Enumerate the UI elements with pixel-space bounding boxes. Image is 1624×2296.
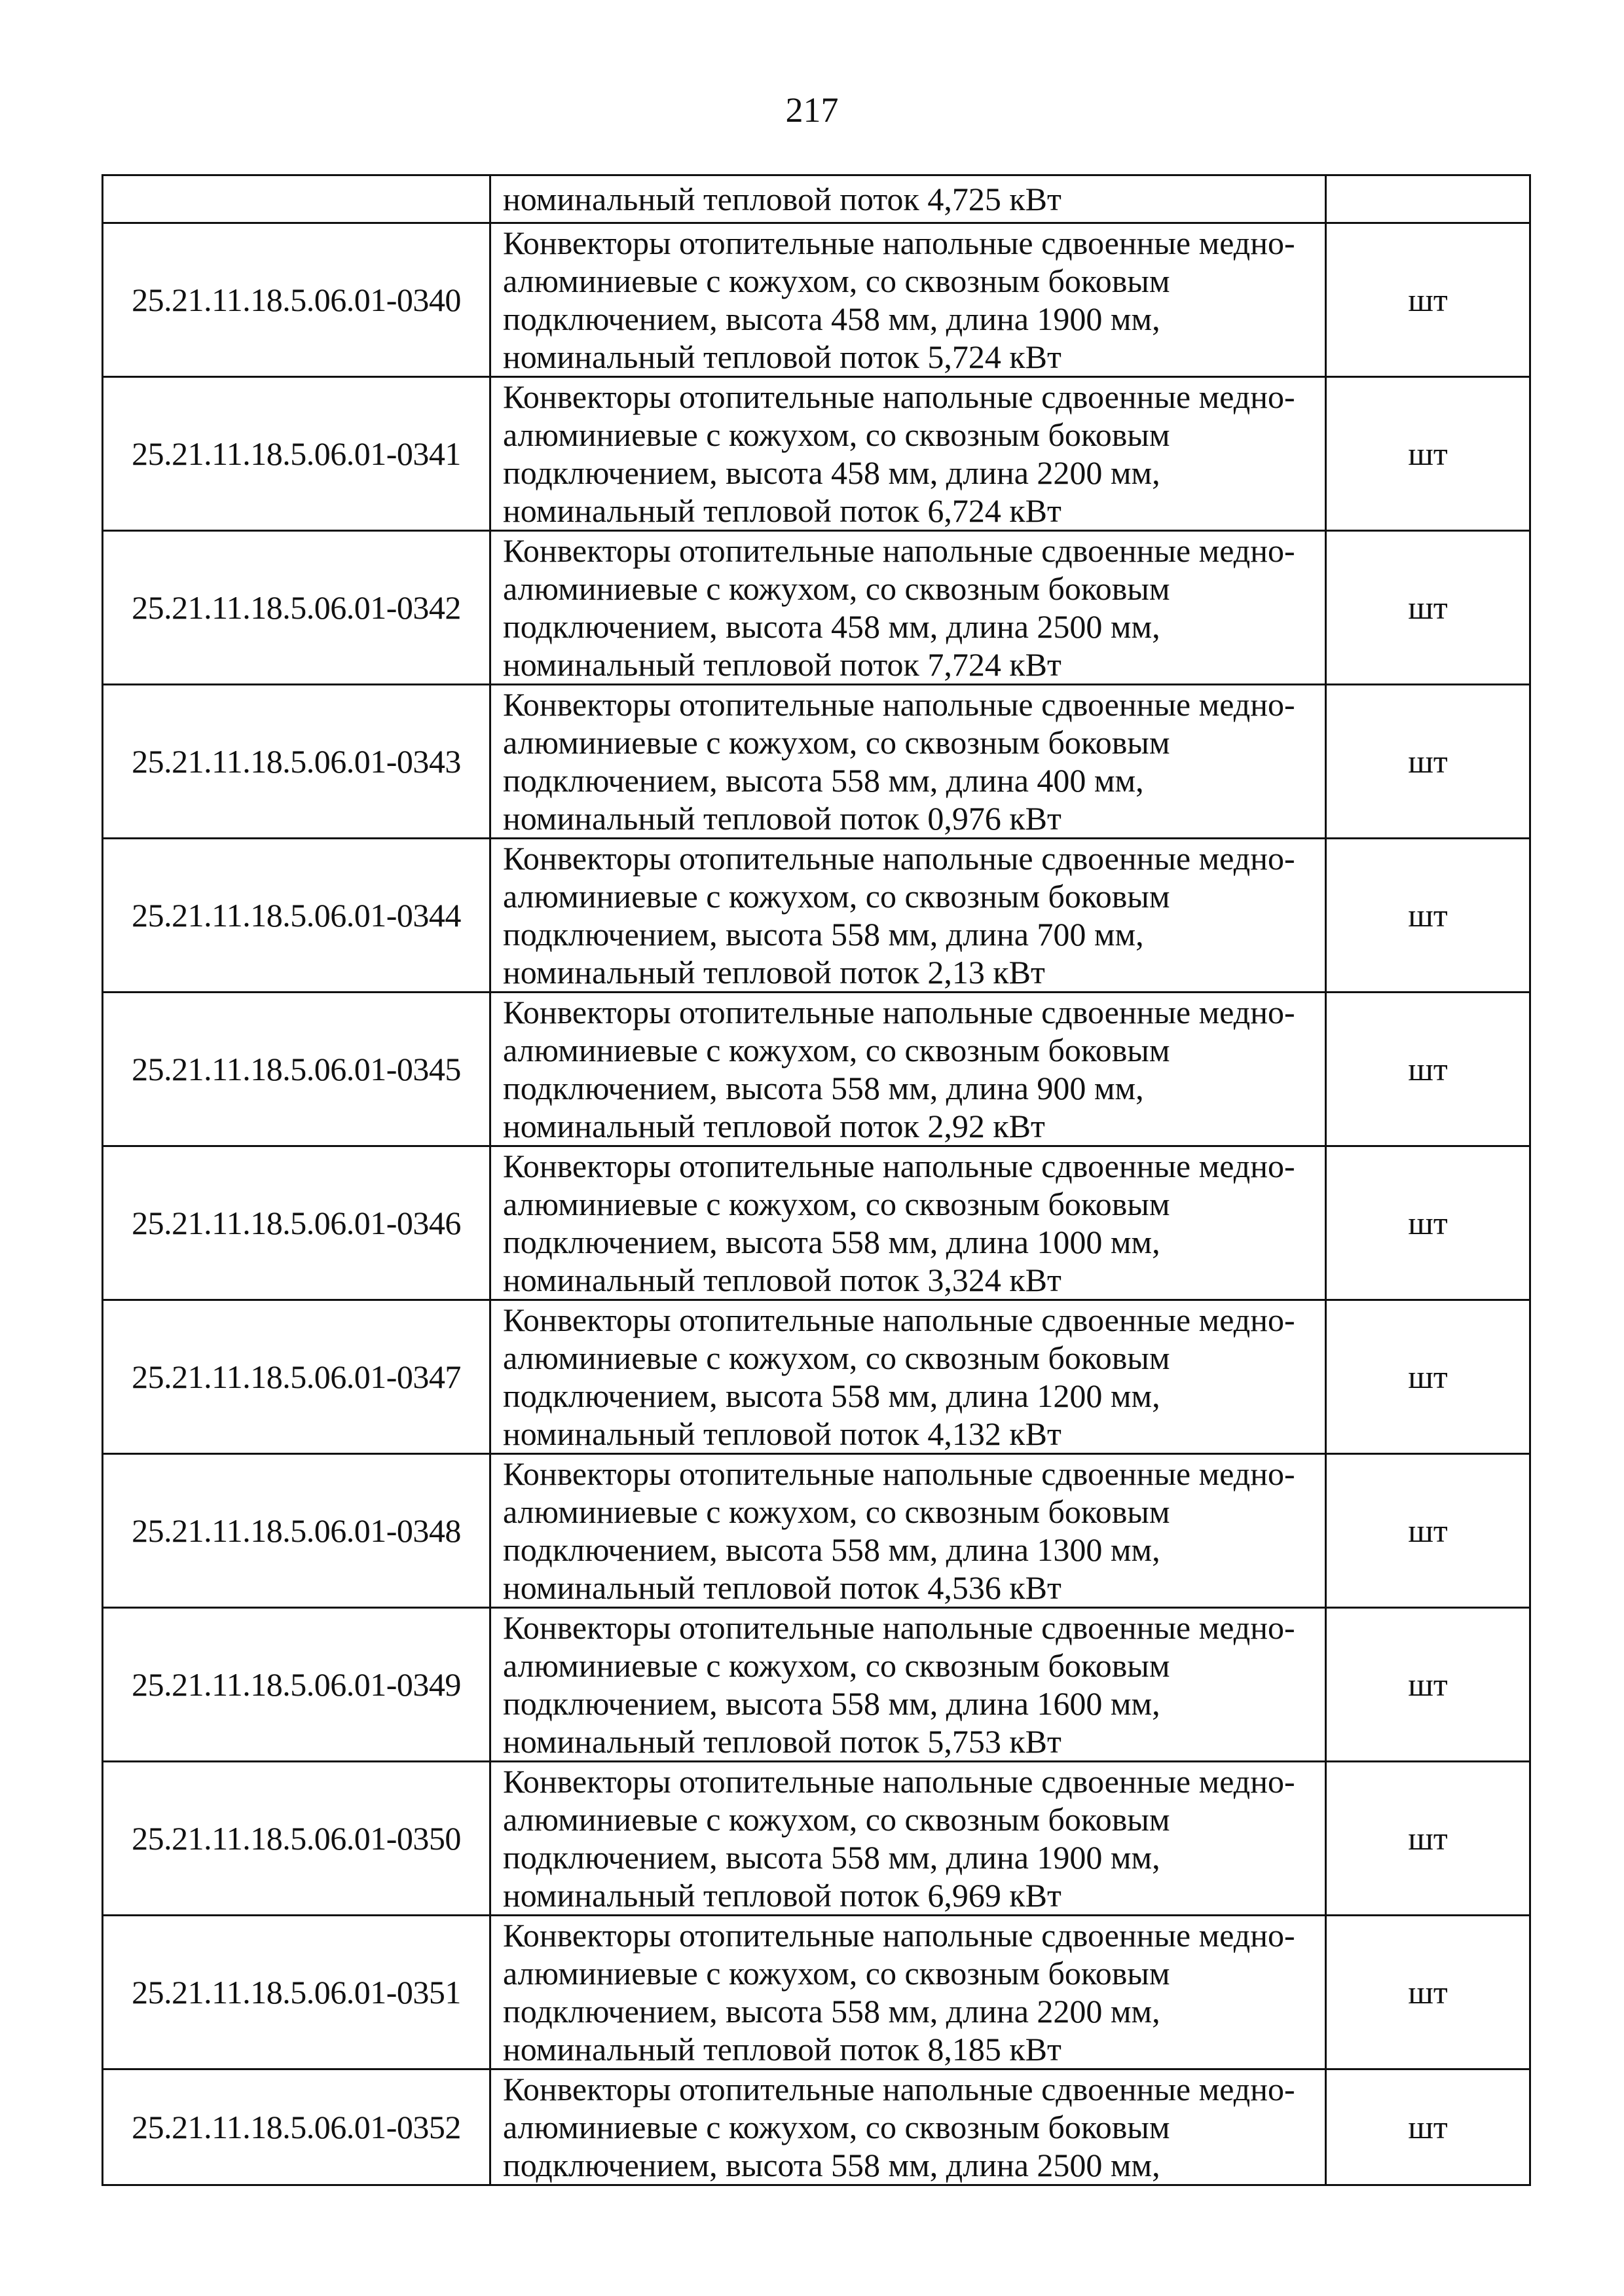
cell-code: 25.21.11.18.5.06.01-0346: [103, 1146, 490, 1300]
cell-code: 25.21.11.18.5.06.01-0350: [103, 1762, 490, 1916]
cell-description: Конвекторы отопительные напольные сдвоенные медно- алюминиевые с кожухом, со сквозным боковым подключением, высота 558 мм, длина 700 мм, номинальный тепловой поток 2,13 кВт: [490, 839, 1326, 993]
cell-code: [103, 175, 490, 223]
cell-description: Конвекторы отопительные напольные сдвоенные медно- алюминиевые с кожухом, со сквозным боковым подключением, высота 558 мм, длина 2200 мм, номинальный тепловой поток 8,185 кВт: [490, 1916, 1326, 2069]
cell-unit: шт: [1326, 1916, 1530, 2069]
cell-description: номинальный тепловой поток 4,725 кВт: [490, 175, 1326, 223]
cell-description: Конвекторы отопительные напольные сдвоенные медно- алюминиевые с кожухом, со сквозным боковым подключением, высота 558 мм, длина 1300 мм, номинальный тепловой поток 4,536 кВт: [490, 1454, 1326, 1608]
table-row: [103, 1762, 1530, 1916]
cell-unit: шт: [1326, 1146, 1530, 1300]
cell-code: 25.21.11.18.5.06.01-0352: [103, 2069, 490, 2185]
cell-code: 25.21.11.18.5.06.01-0341: [103, 377, 490, 531]
cell-code: 25.21.11.18.5.06.01-0344: [103, 839, 490, 993]
cell-unit: шт: [1326, 531, 1530, 685]
cell-code: 25.21.11.18.5.06.01-0343: [103, 685, 490, 839]
page-number: 217: [785, 90, 839, 130]
table-row: [103, 223, 1530, 377]
cell-code: 25.21.11.18.5.06.01-0348: [103, 1454, 490, 1608]
cell-unit: шт: [1326, 1762, 1530, 1916]
cell-unit: шт: [1326, 839, 1530, 993]
cell-code: 25.21.11.18.5.06.01-0347: [103, 1300, 490, 1454]
price-catalog-table: [101, 174, 1531, 2186]
cell-description: Конвекторы отопительные напольные сдвоенные медно- алюминиевые с кожухом, со сквозным боковым подключением, высота 458 мм, длина 2500 мм, номинальный тепловой поток 7,724 кВт: [490, 531, 1326, 685]
table-row: [103, 993, 1530, 1146]
table-row: [103, 1146, 1530, 1300]
cell-code: 25.21.11.18.5.06.01-0340: [103, 223, 490, 377]
cell-code: 25.21.11.18.5.06.01-0342: [103, 531, 490, 685]
table-row: [103, 1608, 1530, 1762]
cell-description: Конвекторы отопительные напольные сдвоенные медно- алюминиевые с кожухом, со сквозным боковым подключением, высота 558 мм, длина 400 мм, номинальный тепловой поток 0,976 кВт: [490, 685, 1326, 839]
table-row: [103, 531, 1530, 685]
table-row-continuation: [103, 175, 1530, 223]
cell-description: Конвекторы отопительные напольные сдвоенные медно- алюминиевые с кожухом, со сквозным боковым подключением, высота 458 мм, длина 2200 мм, номинальный тепловой поток 6,724 кВт: [490, 377, 1326, 531]
cell-description: Конвекторы отопительные напольные сдвоенные медно- алюминиевые с кожухом, со сквозным боковым подключением, высота 558 мм, длина 1900 мм, номинальный тепловой поток 6,969 кВт: [490, 1762, 1326, 1916]
cell-unit: шт: [1326, 223, 1530, 377]
cell-code: 25.21.11.18.5.06.01-0345: [103, 993, 490, 1146]
table-row: [103, 2069, 1530, 2185]
cell-unit: [1326, 175, 1530, 223]
cell-unit: шт: [1326, 2069, 1530, 2185]
table-row: [103, 1300, 1530, 1454]
cell-unit: шт: [1326, 377, 1530, 531]
cell-unit: шт: [1326, 993, 1530, 1146]
table-row: [103, 1916, 1530, 2069]
table-row: [103, 1454, 1530, 1608]
cell-unit: шт: [1326, 1608, 1530, 1762]
cell-description: Конвекторы отопительные напольные сдвоенные медно- алюминиевые с кожухом, со сквозным боковым подключением, высота 558 мм, длина 1200 мм, номинальный тепловой поток 4,132 кВт: [490, 1300, 1326, 1454]
cell-unit: шт: [1326, 1454, 1530, 1608]
cell-code: 25.21.11.18.5.06.01-0349: [103, 1608, 490, 1762]
cell-description: Конвекторы отопительные напольные сдвоенные медно- алюминиевые с кожухом, со сквозным боковым подключением, высота 558 мм, длина 900 мм, номинальный тепловой поток 2,92 кВт: [490, 993, 1326, 1146]
table-row: [103, 685, 1530, 839]
table-row: [103, 377, 1530, 531]
cell-description: Конвекторы отопительные напольные сдвоенные медно- алюминиевые с кожухом, со сквозным боковым подключением, высота 558 мм, длина 2500 мм,: [490, 2069, 1326, 2185]
cell-code: 25.21.11.18.5.06.01-0351: [103, 1916, 490, 2069]
cell-unit: шт: [1326, 685, 1530, 839]
cell-description: Конвекторы отопительные напольные сдвоенные медно- алюминиевые с кожухом, со сквозным боковым подключением, высота 558 мм, длина 1000 мм, номинальный тепловой поток 3,324 кВт: [490, 1146, 1326, 1300]
cell-description: Конвекторы отопительные напольные сдвоенные медно- алюминиевые с кожухом, со сквозным боковым подключением, высота 458 мм, длина 1900 мм, номинальный тепловой поток 5,724 кВт: [490, 223, 1326, 377]
cell-description: Конвекторы отопительные напольные сдвоенные медно- алюминиевые с кожухом, со сквозным боковым подключением, высота 558 мм, длина 1600 мм, номинальный тепловой поток 5,753 кВт: [490, 1608, 1326, 1762]
table-row: [103, 839, 1530, 993]
cell-unit: шт: [1326, 1300, 1530, 1454]
